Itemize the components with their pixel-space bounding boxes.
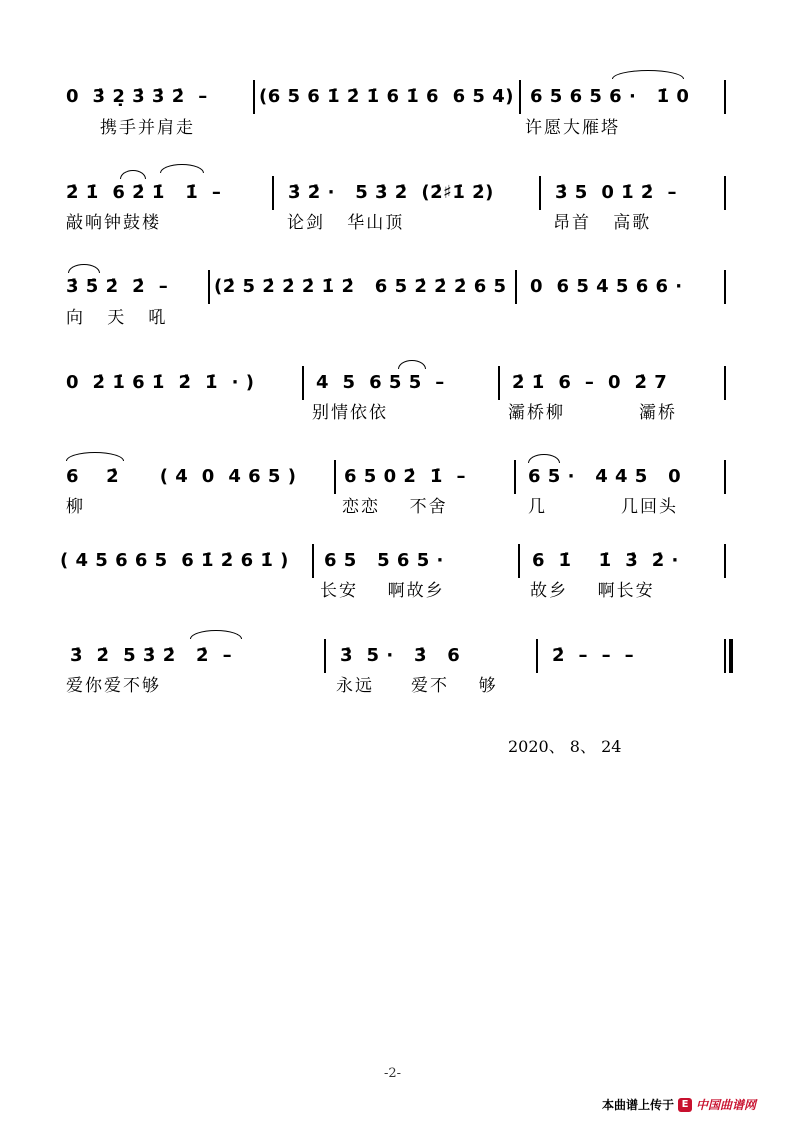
measure-6-1: ( 4 5 6 6 5 6 1̇ 2̇ 6 1̇ ) [60, 550, 289, 571]
measure-1-1: 0 3̇ 2̣ 3̇ 3̇ 2̇ – [66, 86, 208, 107]
barline [724, 270, 726, 304]
slur-mark [66, 452, 124, 461]
barline [334, 460, 336, 494]
lyric-7-1: 爱你爱不够 [66, 676, 161, 696]
lyric-5-2: 恋恋 不舍 [342, 497, 448, 517]
score-row-7 [0, 641, 793, 671]
barline [498, 366, 500, 400]
slur-mark [190, 630, 242, 639]
slur-mark [68, 264, 100, 273]
lyric-4-3: 灞桥柳 灞桥 [508, 403, 678, 423]
barline [324, 639, 326, 673]
measure-7-1: 3̇ 2̇ 5 3̇ 2̇ 2̇ – [70, 645, 233, 666]
barline [312, 544, 314, 578]
barline [724, 460, 726, 494]
barline [724, 80, 726, 114]
lyric-6-3: 故乡 啊长安 [530, 581, 655, 601]
barline [253, 80, 255, 114]
barline [518, 544, 520, 578]
lyric-1-1: 携手并肩走 [100, 118, 195, 138]
final-barline-thick [729, 639, 733, 673]
lyric-5-3: 几 几回头 [528, 497, 679, 517]
page-number: -2- [384, 1066, 402, 1081]
slur-mark [528, 454, 560, 463]
barline [539, 176, 541, 210]
barline [514, 460, 516, 494]
lyric-6-2: 长安 啊故乡 [320, 581, 445, 601]
measure-1-3: 6 5 6 5 6 · 1̇ 0 [530, 86, 690, 107]
score-row-2 [0, 178, 793, 208]
footer-credit [602, 1096, 756, 1113]
measure-4-3: 2̇ 1̇ 6 – 0 2̇ 7 [512, 372, 668, 393]
barline [208, 270, 210, 304]
score-row-5 [0, 462, 793, 492]
score-row-3 [0, 272, 793, 302]
lyric-5-1: 柳 [66, 497, 85, 517]
measure-5-1: 6 2̇ ( 4 0 4 6 5 ) [66, 466, 297, 487]
footer-upload-text: 本曲谱上传于 [602, 1098, 675, 1112]
barline [536, 639, 538, 673]
measure-3-3: 0 6 5 4 5 6 6 · [530, 276, 683, 297]
slur-mark [612, 70, 684, 79]
footer-site-name[interactable]: 中国曲谱网 [696, 1098, 757, 1112]
measure-2-1: 2̇ 1̇ 6 2̇ 1̇ 1̇ – [66, 182, 222, 203]
slur-mark [120, 170, 146, 179]
measure-3-2: (2̇ 5 2̇ 2̇ 2̇ 1̇ 2̇ 6 5 2̇ 2̇ 2̇ 6 5 [214, 276, 507, 297]
barline [724, 544, 726, 578]
measure-7-3: 2̇ – – – [552, 645, 635, 666]
slur-mark [160, 164, 204, 173]
site-logo-icon: E [678, 1098, 692, 1112]
measure-6-3: 6 1̇ 1̇ 3̇ 2̇ · [532, 550, 679, 571]
measure-4-1: 0 2̇ 1̇ 6 1̇ 2̇ 1̇ · ) [66, 372, 255, 393]
final-barline-thin [724, 639, 726, 673]
barline [724, 176, 726, 210]
measure-1-2: (6 5 6 1̇ 2̇ 1̇ 6 1̇ 6 6 5 4) [259, 86, 514, 107]
lyric-2-1: 敲响钟鼓楼 [66, 213, 161, 233]
barline [272, 176, 274, 210]
score-row-4 [0, 368, 793, 398]
lyric-2-2: 论剑 华山顶 [287, 213, 405, 233]
lyric-1-3: 许愿大雁塔 [525, 118, 620, 138]
date-stamp: 2020、 8、 24 [508, 737, 622, 756]
barline [724, 366, 726, 400]
lyric-4-2: 别情依依 [312, 403, 388, 423]
score-row-6 [0, 546, 793, 576]
measure-5-3: 6 5 · 4 4 5 0 [528, 466, 682, 487]
lyric-7-2: 永远 爱不 够 [336, 676, 498, 696]
barline [519, 80, 521, 114]
barline [302, 366, 304, 400]
measure-4-2: 4 5 6 5 5 – [316, 372, 445, 393]
score-row-1 [0, 82, 793, 112]
lyric-3-1: 向 天 吼 [66, 308, 168, 328]
barline [515, 270, 517, 304]
measure-3-1: 3̇ 5̇ 2̇ 2̇ – [66, 276, 169, 297]
measure-6-2: 6 5 5 6 5 · [324, 550, 444, 571]
measure-2-3: 3̇ 5 0 1̇ 2̇ – [555, 182, 677, 203]
slur-mark [398, 360, 426, 369]
lyric-2-3: 昂首 高歌 [553, 213, 652, 233]
measure-7-2: 3̇ 5 · 3̇ 6 [340, 645, 461, 666]
measure-5-2: 6 5 0 2̇ 1̇ – [344, 466, 466, 487]
measure-2-2: 3̇ 2̇ · 5 3̇ 2̇ (2̇♯1̇ 2̇) [288, 182, 494, 203]
